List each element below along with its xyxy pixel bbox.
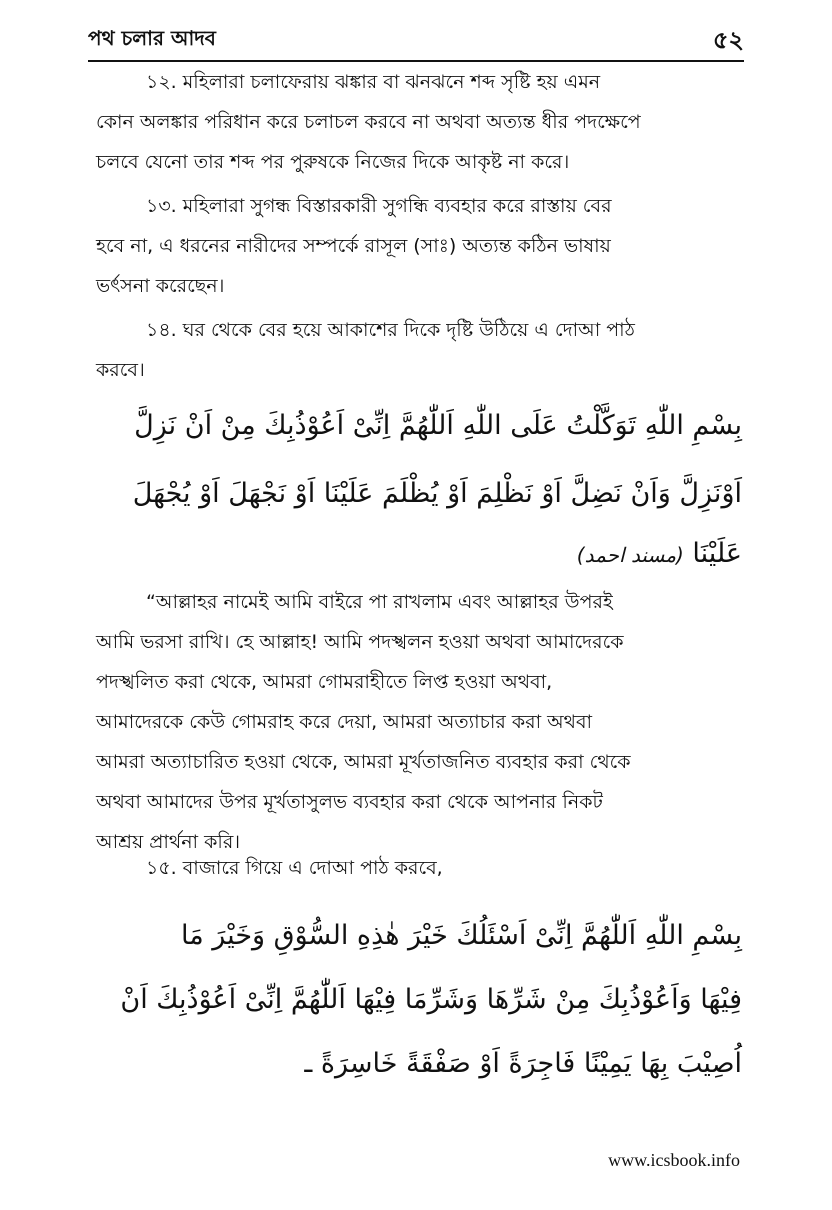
dua-2-line-1: بِسْمِ اللّٰهِ اَللّٰهُمَّ اِنِّىْ اَسْئَلُكَ خَيْرَ هٰذِهِ السُّوْقِ وَخَيْرَ مَا bbox=[181, 920, 742, 951]
paragraph-line: ভর্ৎসনা করেছেন। bbox=[96, 275, 225, 297]
paragraph-14 bbox=[96, 310, 736, 390]
dua-1-line-2: اَوْنَزِلَّ وَاَنْ نَضِلَّ اَوْ نَظْلِمَ اَوْ يُظْلَمَ عَلَيْنَا اَوْ نَجْهَلَ اَوْ يُجْهَلَ bbox=[132, 478, 742, 509]
paragraph-line: আমরা অত্যাচারিত হওয়া থেকে, আমরা মূর্খতাজনিত ব্যবহার করা থেকে bbox=[96, 751, 631, 773]
paragraph-line: করবে। bbox=[96, 359, 145, 381]
paragraph-line: চলবে যেনো তার শব্দ পর পুরুষকে নিজের দিকে আকৃষ্ট না করে। bbox=[96, 151, 570, 173]
dua-1-line-3 bbox=[92, 538, 742, 569]
paragraph-line: কোন অলঙ্কার পরিধান করে চলাচল করবে না অথবা অত্যন্ত ধীর পদক্ষেপে bbox=[96, 111, 641, 133]
paragraph-line: আমাদেরকে কেউ গোমরাহ করে দেয়া, আমরা অত্যাচার করা অথবা bbox=[96, 711, 593, 733]
paragraph-line: আশ্রয় প্রার্থনা করি। bbox=[96, 831, 241, 853]
paragraph-line: অথবা আমাদের উপর মূর্খতাসুলভ ব্যবহার করা থেকে আপনার নিকট bbox=[96, 791, 603, 813]
paragraph-line: ১২. মহিলারা চলাফেরায় ঝঙ্কার বা ঝনঝনে শব্দ সৃষ্টি হয় এমন bbox=[146, 71, 601, 93]
running-title: পথ চলার আদব bbox=[88, 26, 216, 50]
page-header bbox=[88, 24, 744, 56]
paragraph-line: ১৪. ঘর থেকে বের হয়ে আকাশের দিকে দৃষ্টি উঠিয়ে এ দোআ পাঠ bbox=[146, 319, 635, 341]
paragraph-13 bbox=[96, 186, 736, 306]
paragraph-line: ১৩. মহিলারা সুগন্ধ বিস্তারকারী সুগন্ধি ব্যবহার করে রাস্তায় বের bbox=[146, 195, 612, 217]
dua-2-line-2: فِيْهَا وَاَعُوْذُبِكَ مِنْ شَرِّهَا وَشَرِّمَا فِيْهَا اَللّٰهُمَّ اِنِّىْ اَعُوْذُبِكَ اَنْ bbox=[120, 984, 742, 1015]
paragraph-12 bbox=[96, 62, 736, 182]
paragraph-15 bbox=[96, 848, 736, 888]
dua-1-last-word: عَلَيْنَا bbox=[692, 538, 742, 569]
paragraph-line: ১৫. বাজারে গিয়ে এ দোআ পাঠ করবে, bbox=[146, 857, 443, 879]
translation-1 bbox=[96, 582, 736, 862]
paragraph-line: আমি ভরসা রাখি। হে আল্লাহ! আমি পদস্খলন হওয়া অথবা আমাদেরকে bbox=[96, 631, 624, 653]
paragraph-line: হবে না, এ ধরনের নারীদের সম্পর্কে রাসূল (সাঃ) অত্যন্ত কঠিন ভাষায় bbox=[96, 235, 611, 257]
paragraph-line: “আল্লাহর নামেই আমি বাইরে পা রাখলাম এবং আল্লাহর উপরই bbox=[146, 591, 613, 613]
dua-2-line-3: اُصِيْبَ بِهَا يَمِيْنًا فَاجِرَةً اَوْ صَفْقَةً خَاسِرَةً ـ bbox=[304, 1048, 742, 1079]
footer-url: www.icsbook.info bbox=[608, 1150, 740, 1170]
paragraph-line: পদস্খলিত করা থেকে, আমরা গোমরাহীতে লিপ্ত হওয়া অথবা, bbox=[96, 671, 553, 693]
page-number: ৫২ bbox=[712, 26, 744, 54]
dua-1-line-1: بِسْمِ اللّٰهِ تَوَكَّلْتُ عَلَى اللّٰهِ اَللّٰهُمَّ اِنِّىْ اَعُوْذُبِكَ مِنْ اَنْ نَزِلَّ bbox=[134, 410, 742, 441]
hadith-source: (مسند احمد) bbox=[576, 543, 684, 567]
